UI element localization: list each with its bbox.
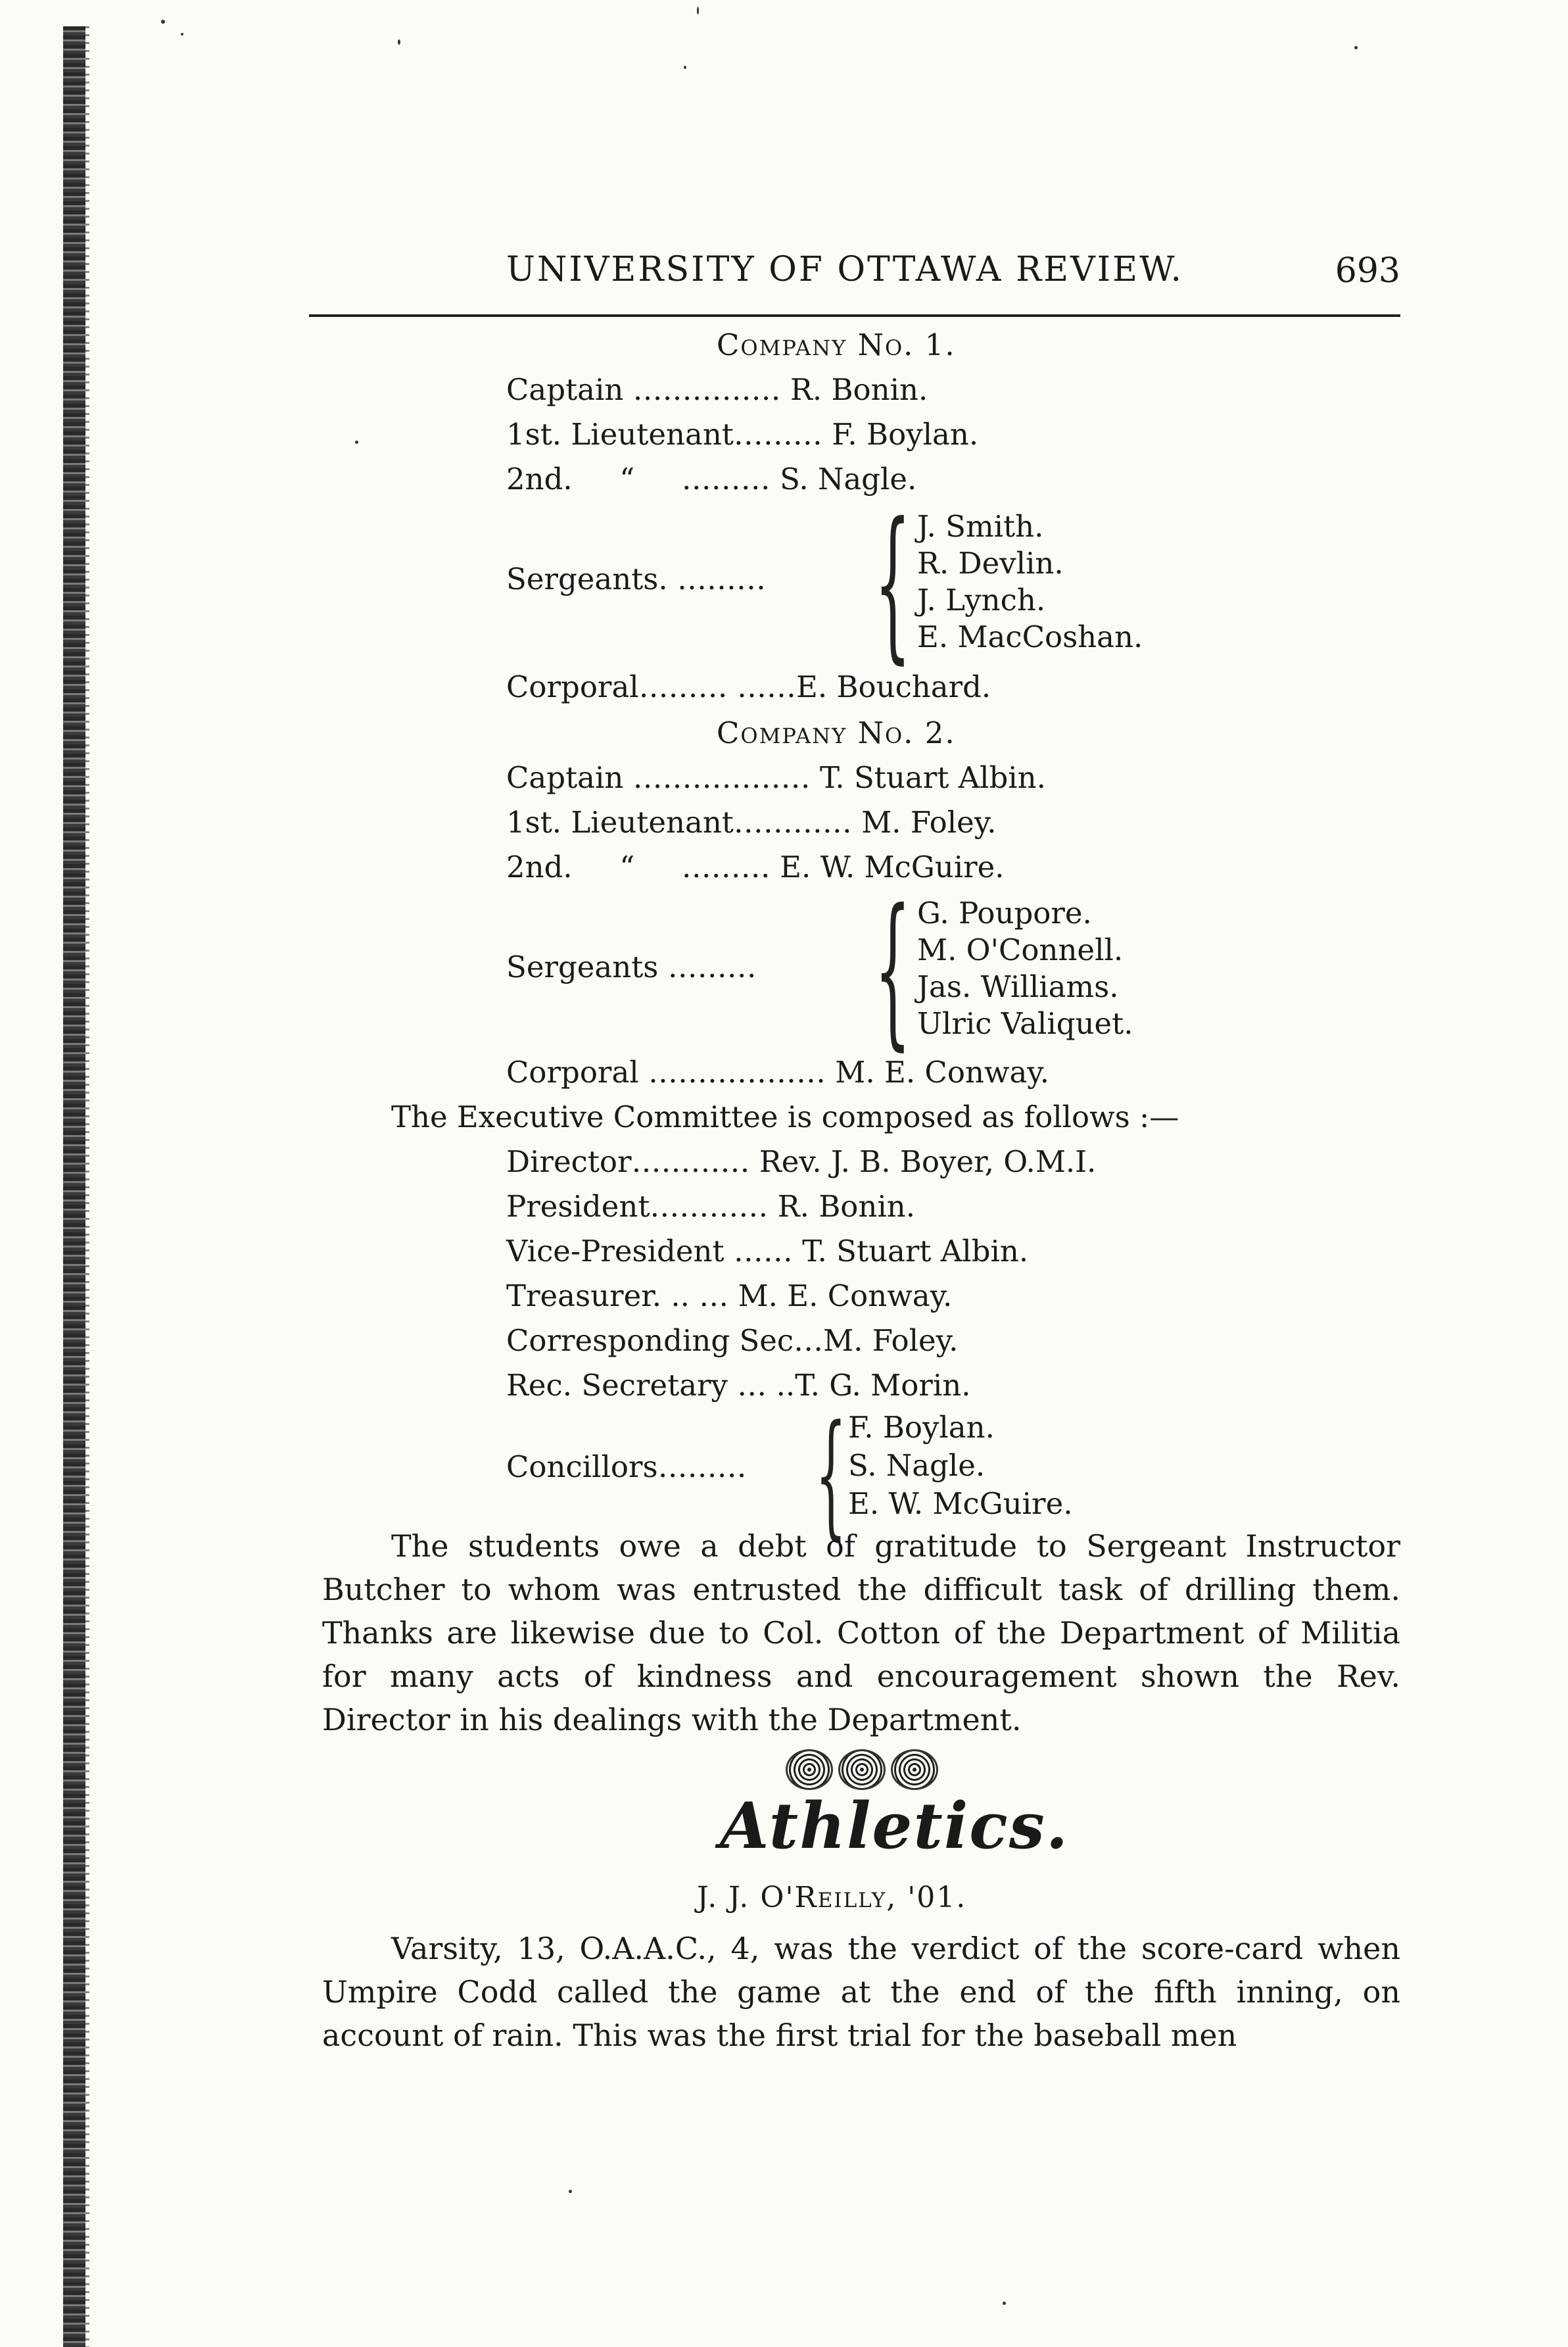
ditto-mark: “ bbox=[619, 850, 635, 884]
journal-title: UNIVERSITY OF OTTAWA REVIEW. bbox=[506, 250, 1184, 289]
page-binding-shadow bbox=[85, 26, 89, 2347]
role-label: Sergeants. bbox=[506, 562, 668, 596]
athletics-paragraph bbox=[322, 1927, 1400, 2057]
sergeant-name: M. O'Connell. bbox=[917, 932, 1124, 967]
print-speck bbox=[161, 20, 165, 24]
section-title: Athletics. bbox=[720, 1789, 1070, 1863]
councillor-name: E. W. McGuire. bbox=[848, 1486, 1073, 1521]
print-speck bbox=[1003, 2302, 1006, 2305]
brace-glyph: { bbox=[815, 1395, 847, 1553]
company-1-heading: Company No. 1. bbox=[717, 327, 956, 362]
print-speck bbox=[181, 33, 183, 36]
member-name: R. Bonin. bbox=[777, 1189, 916, 1224]
print-speck bbox=[697, 7, 699, 14]
sergeant-name: J. Lynch. bbox=[917, 583, 1046, 617]
paragraph-text: Varsity, 13, O.A.A.C., 4, was the verdict of the score-card when Umpire Codd called the game at the end of the fifth inning, on account of rain. This was the first trial for the baseball men bbox=[322, 1931, 1400, 2053]
role-label: Captain bbox=[506, 760, 624, 795]
member-name: M. Foley. bbox=[861, 805, 997, 840]
member-name: M. E. Conway. bbox=[738, 1278, 953, 1313]
roster-row: Corporal……… ……E. Bouchard. bbox=[506, 669, 991, 704]
rosette-ornament bbox=[786, 1749, 833, 1790]
roster-row: 1st. Lieutenant……… F. Boylan. bbox=[506, 417, 979, 452]
roster-row: Captain …………… R. Bonin. bbox=[506, 372, 928, 407]
member-name: M. E. Conway. bbox=[835, 1055, 1050, 1090]
member-name: T. Stuart Albin. bbox=[802, 1234, 1029, 1269]
role-label: 2nd. bbox=[506, 462, 573, 496]
brace-glyph: { bbox=[874, 487, 911, 679]
rosette-ornament bbox=[891, 1749, 938, 1790]
member-name: Rev. J. B. Boyer, O.M.I. bbox=[759, 1144, 1097, 1179]
roster-row: Director………… Rev. J. B. Boyer, O.M.I. bbox=[506, 1144, 1097, 1179]
role-label: Director bbox=[506, 1144, 632, 1179]
roster-row: 1st. Lieutenant………… M. Foley. bbox=[506, 805, 997, 840]
roster-row: President………… R. Bonin. bbox=[506, 1189, 916, 1224]
role-label: Treasurer. bbox=[506, 1278, 662, 1313]
role-label: Corporal bbox=[506, 1055, 639, 1090]
paragraph-text: The students owe a debt of gratitude to Sergeant Instructor Butcher to whom was entrusted the difficult task of drilling them. Thanks are likewise due to Col. Cotton of the Department of Militia for many acts of kindness and encouragement shown the Rev. Director in his dealings with the Department. bbox=[322, 1528, 1400, 1737]
member-name: E. W. McGuire. bbox=[780, 850, 1005, 884]
header-rule bbox=[309, 314, 1400, 317]
member-name: T. G. Morin. bbox=[795, 1368, 971, 1403]
councillor-name: S. Nagle. bbox=[848, 1448, 986, 1483]
sergeant-name: Jas. Williams. bbox=[917, 969, 1119, 1004]
sergeant-name: E. MacCoshan. bbox=[917, 619, 1143, 654]
role-label: Vice-President bbox=[506, 1234, 725, 1269]
print-speck bbox=[1354, 46, 1358, 49]
councillor-name: F. Boylan. bbox=[848, 1410, 995, 1445]
roster-row: Sergeants ……… bbox=[506, 950, 757, 984]
roster-row: Captain ……………… T. Stuart Albin. bbox=[506, 760, 1046, 795]
role-label: Concillors bbox=[506, 1449, 658, 1484]
roster-row: 2nd. “ ……… E. W. McGuire. bbox=[506, 850, 1005, 884]
role-label: Sergeants bbox=[506, 950, 659, 984]
print-speck bbox=[355, 441, 358, 444]
company-2-heading: Company No. 2. bbox=[717, 715, 956, 750]
member-name: T. Stuart Albin. bbox=[819, 760, 1046, 795]
executive-intro: The Executive Committee is composed as follows :— bbox=[391, 1100, 1179, 1134]
role-label: 1st. Lieutenant bbox=[506, 805, 734, 840]
ornament bbox=[786, 1749, 938, 1790]
running-header bbox=[309, 250, 1400, 302]
sergeant-name: Ulric Valiquet. bbox=[917, 1006, 1133, 1041]
page-binding-edge bbox=[63, 26, 85, 2347]
author-byline: J. J. O'Reilly, '01. bbox=[697, 1881, 967, 1914]
roster-row: Rec. Secretary … ..T. G. Morin. bbox=[506, 1368, 971, 1403]
roster-row: Concillors……… bbox=[506, 1449, 747, 1484]
roster-row: Corporal ……………… M. E. Conway. bbox=[506, 1055, 1050, 1090]
member-name: M. Foley. bbox=[823, 1323, 959, 1358]
ditto-mark: “ bbox=[619, 462, 635, 496]
sergeant-name: J. Smith. bbox=[917, 509, 1044, 544]
print-speck bbox=[398, 39, 400, 45]
role-label: Rec. Secretary bbox=[506, 1368, 728, 1403]
sergeant-name: R. Devlin. bbox=[917, 546, 1064, 581]
member-name: E. Bouchard. bbox=[796, 669, 991, 704]
roster-row: Treasurer. .. … M. E. Conway. bbox=[506, 1278, 953, 1313]
roster-row: 2nd. “ ……… S. Nagle. bbox=[506, 462, 917, 496]
role-label: 1st. Lieutenant bbox=[506, 417, 734, 452]
brace-glyph: { bbox=[874, 874, 911, 1065]
role-label: Corresponding Sec bbox=[506, 1323, 794, 1358]
member-name: F. Boylan. bbox=[832, 417, 979, 452]
roster-row: Sergeants. ……… bbox=[506, 562, 767, 596]
rosette-ornament bbox=[838, 1749, 886, 1790]
role-label: Captain bbox=[506, 372, 624, 407]
role-label: President bbox=[506, 1189, 650, 1224]
member-name: S. Nagle. bbox=[780, 462, 917, 496]
roster-row: Vice-President …… T. Stuart Albin. bbox=[506, 1234, 1029, 1269]
member-name: R. Bonin. bbox=[790, 372, 928, 407]
closing-paragraph bbox=[322, 1524, 1400, 1741]
role-label: 2nd. bbox=[506, 850, 573, 884]
print-speck bbox=[569, 2190, 572, 2193]
sergeant-name: G. Poupore. bbox=[917, 896, 1092, 931]
print-speck bbox=[684, 66, 686, 69]
role-label: Corporal bbox=[506, 669, 639, 704]
page-number: 693 bbox=[1335, 251, 1400, 291]
roster-row: Corresponding Sec…M. Foley. bbox=[506, 1323, 959, 1358]
